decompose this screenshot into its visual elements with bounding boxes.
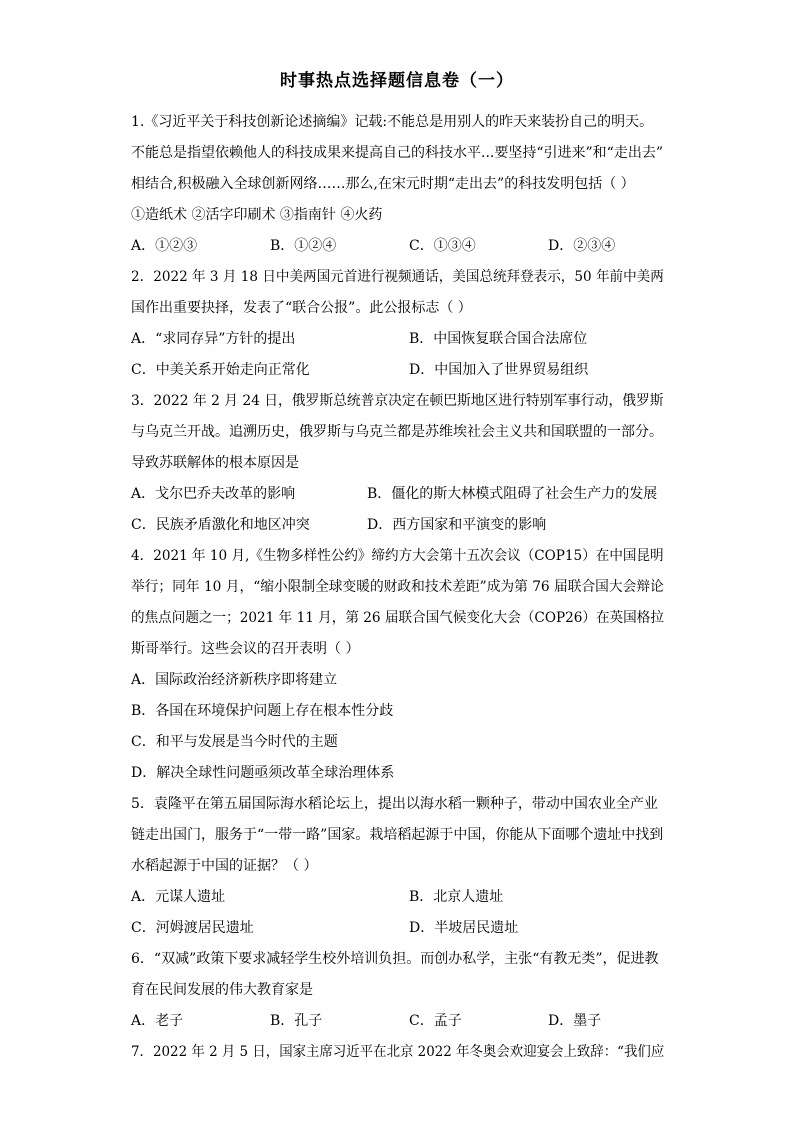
question-2-option-d: D．中国加入了世界贸易组织	[409, 362, 589, 378]
question-4-line-4: 斯哥举行。这些会议的召开表明（ ）	[131, 641, 360, 657]
question-3-option-b: B．僵化的斯大林模式阻碍了社会生产力的发展	[367, 486, 658, 502]
question-5-line-1: 5．袁隆平在第五届国际海水稻论坛上，提出以海水稻一颗种子，带动中国农业全产业	[131, 796, 658, 812]
question-6-option-b: B．孔子	[270, 1013, 323, 1029]
question-3-option-d: D．西方国家和平演变的影响	[367, 517, 547, 533]
question-3-option-c: C．民族矛盾激化和地区冲突	[131, 517, 310, 533]
question-4-line-2: 举行；同年 10 月，“缩小限制全球变暖的财政和技术差距”成为第 76 届联合国大会辩论	[131, 579, 664, 595]
question-1-line-1: 1.《习近平关于科技创新论述摘编》记载:不能总是用别人的昨天来装扮自己的明天。	[131, 114, 654, 130]
question-6-option-d: D．墨子	[548, 1013, 602, 1029]
question-1-line-2: 不能总是指望依赖他人的科技成果来提高自己的科技水平...要坚持“引进来”和“走出去”	[131, 145, 663, 161]
page-title: 时事热点选择题信息卷（一）	[280, 71, 514, 91]
question-4-option-c: C．和平与发展是当今时代的主题	[131, 734, 338, 750]
question-4-option-d: D．解决全球性问题亟须改革全球治理体系	[131, 765, 395, 781]
question-4-line-3: 的焦点问题之一；2021 年 11 月，第 26 届联合国气候变化大会（COP26）在英国格拉	[131, 610, 664, 626]
question-4-line-1: 4．2021 年 10 月,《生物多样性公约》缔约方大会第十五次会议（COP15）在中国昆明	[131, 548, 664, 564]
question-3-line-2: 与乌克兰开战。追溯历史，俄罗斯与乌克兰都是苏维埃社会主义共和国联盟的一部分。	[131, 424, 663, 440]
question-5-option-a: A．元谋人遗址	[131, 889, 226, 905]
question-1-option-b: B．①②④	[270, 238, 337, 254]
question-6-line-1: 6．“双减”政策下要求减轻学生校外培训负担。而创办私学，主张“有教无类”，促进教	[131, 951, 659, 967]
question-3-line-1: 3．2022 年 2 月 24 日，俄罗斯总统普京决定在顿巴斯地区进行特别军事行动，俄罗斯	[131, 393, 664, 409]
question-7-line-1: 7．2022 年 2 月 5 日，国家主席习近平在北京 2022 年冬奥会欢迎宴会上致辞：“我们应	[131, 1044, 665, 1060]
question-6-option-a: A．老子	[131, 1013, 184, 1029]
question-4-option-b: B．各国在环境保护问题上存在根本性分歧	[131, 703, 394, 719]
question-2-line-1: 2．2022 年 3 月 18 日中美两国元首进行视频通话，美国总统拜登表示，50 年前中美两	[131, 269, 664, 285]
question-6-line-2: 育在民间发展的伟大教育家是	[131, 982, 313, 998]
question-5-option-d: D．半坡居民遗址	[409, 920, 519, 936]
question-1-option-c: C．①③④	[409, 238, 476, 254]
question-2-option-b: B．中国恢复联合国合法席位	[409, 331, 588, 347]
question-5-option-b: B．北京人遗址	[409, 889, 504, 905]
question-4-option-a: A．国际政治经济新秩序即将建立	[131, 672, 338, 688]
question-1-line-3: 相结合,积极融入全球创新网络……那么,在宋元时期“走出去”的科技发明包括（ ）	[131, 176, 635, 192]
question-5-line-2: 链走出国门，服务于“一带一路”国家。栽培稻起源于中国，你能从下面哪个遗址中找到	[131, 827, 664, 843]
question-2-option-c: C．中美关系开始走向正常化	[131, 362, 310, 378]
question-2-line-2: 国作出重要抉择，发表了“联合公报”。此公报标志（ ）	[131, 300, 472, 316]
question-3-line-3: 导致苏联解体的根本原因是	[131, 455, 299, 471]
question-3-option-a: A．戈尔巴乔夫改革的影响	[131, 486, 296, 502]
question-1-line-4: ①造纸术 ②活字印刷术 ③指南针 ④火药	[131, 207, 383, 223]
question-5-line-3: 水稻起源于中国的证据？（ ）	[131, 858, 318, 874]
question-2-option-a: A．“求同存异”方针的提出	[131, 331, 296, 347]
question-1-option-a: A．①②③	[131, 238, 198, 254]
question-1-option-d: D．②③④	[548, 238, 616, 254]
question-5-option-c: C．河姆渡居民遗址	[131, 920, 254, 936]
question-6-option-c: C．孟子	[409, 1013, 462, 1029]
